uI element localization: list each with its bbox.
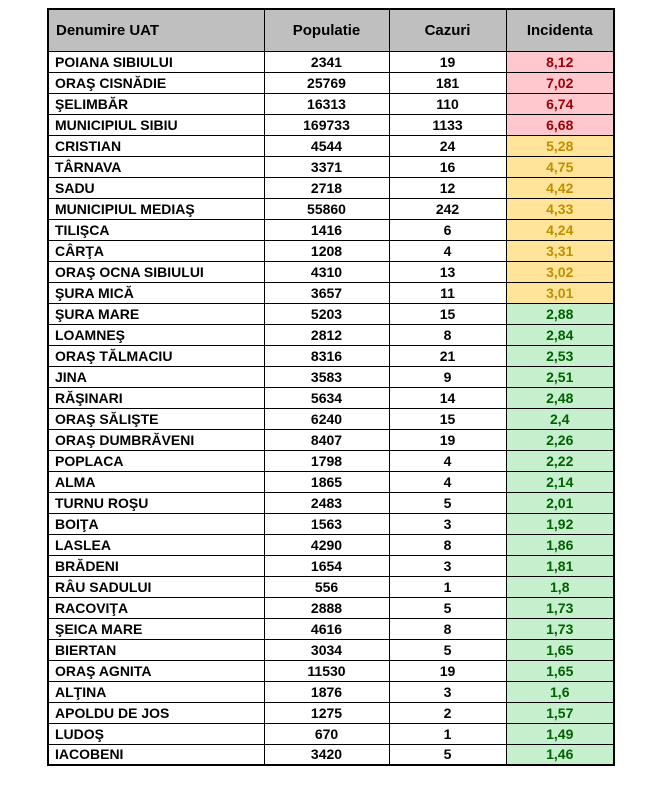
incidence-cell: 2,53	[506, 345, 614, 366]
incidence-sheet	[47, 8, 615, 766]
incidence-cell: 1,73	[506, 618, 614, 639]
cases-cell: 1	[389, 723, 506, 744]
uat-name-cell: MUNICIPIUL MEDIAŞ	[48, 198, 264, 219]
incidence-cell: 2,4	[506, 408, 614, 429]
uat-name-cell: CRISTIAN	[48, 135, 264, 156]
uat-name-cell: BRĂDENI	[48, 555, 264, 576]
cases-cell: 15	[389, 303, 506, 324]
table-row	[48, 366, 614, 387]
population-cell: 2888	[264, 597, 389, 618]
incidence-cell: 1,92	[506, 513, 614, 534]
uat-name-cell: RACOVIŢA	[48, 597, 264, 618]
cases-cell: 15	[389, 408, 506, 429]
population-cell: 2483	[264, 492, 389, 513]
incidence-cell: 2,48	[506, 387, 614, 408]
uat-name-cell: POPLACA	[48, 450, 264, 471]
cases-cell: 4	[389, 471, 506, 492]
uat-name-cell: TILIŞCA	[48, 219, 264, 240]
population-cell: 55860	[264, 198, 389, 219]
incidence-cell: 2,01	[506, 492, 614, 513]
population-cell: 11530	[264, 660, 389, 681]
incidence-cell: 2,22	[506, 450, 614, 471]
table-row	[48, 219, 614, 240]
column-header-populatie: Populatie	[264, 9, 389, 51]
uat-name-cell: ŞELIMBĂR	[48, 93, 264, 114]
table-row	[48, 429, 614, 450]
incidence-cell: 1,6	[506, 681, 614, 702]
cases-cell: 110	[389, 93, 506, 114]
incidence-table	[47, 8, 615, 766]
cases-cell: 5	[389, 639, 506, 660]
cases-cell: 5	[389, 744, 506, 765]
population-cell: 670	[264, 723, 389, 744]
population-cell: 8316	[264, 345, 389, 366]
uat-name-cell: ŞEICA MARE	[48, 618, 264, 639]
table-header	[48, 9, 614, 51]
cases-cell: 242	[389, 198, 506, 219]
uat-name-cell: LASLEA	[48, 534, 264, 555]
cases-cell: 3	[389, 513, 506, 534]
population-cell: 5634	[264, 387, 389, 408]
incidence-cell: 1,81	[506, 555, 614, 576]
table-row	[48, 408, 614, 429]
uat-name-cell: BOIŢA	[48, 513, 264, 534]
table-row	[48, 597, 614, 618]
uat-name-cell: ALMA	[48, 471, 264, 492]
cases-cell: 13	[389, 261, 506, 282]
table-row	[48, 345, 614, 366]
population-cell: 25769	[264, 72, 389, 93]
incidence-cell: 1,57	[506, 702, 614, 723]
column-header-cazuri: Cazuri	[389, 9, 506, 51]
cases-cell: 1133	[389, 114, 506, 135]
incidence-cell: 1,86	[506, 534, 614, 555]
table-row	[48, 702, 614, 723]
uat-name-cell: ORAŞ SĂLIŞTE	[48, 408, 264, 429]
cases-cell: 4	[389, 240, 506, 261]
table-row	[48, 51, 614, 72]
population-cell: 6240	[264, 408, 389, 429]
population-cell: 169733	[264, 114, 389, 135]
incidence-cell: 2,26	[506, 429, 614, 450]
population-cell: 16313	[264, 93, 389, 114]
incidence-cell: 3,01	[506, 282, 614, 303]
table-row	[48, 261, 614, 282]
table-row	[48, 93, 614, 114]
cases-cell: 8	[389, 618, 506, 639]
table-row	[48, 135, 614, 156]
population-cell: 2341	[264, 51, 389, 72]
table-row	[48, 555, 614, 576]
population-cell: 1798	[264, 450, 389, 471]
cases-cell: 181	[389, 72, 506, 93]
population-cell: 3583	[264, 366, 389, 387]
population-cell: 1275	[264, 702, 389, 723]
uat-name-cell: RĂŞINARI	[48, 387, 264, 408]
cases-cell: 3	[389, 681, 506, 702]
incidence-cell: 4,24	[506, 219, 614, 240]
incidence-cell: 8,12	[506, 51, 614, 72]
cases-cell: 5	[389, 597, 506, 618]
population-cell: 2812	[264, 324, 389, 345]
incidence-cell: 6,74	[506, 93, 614, 114]
incidence-cell: 2,84	[506, 324, 614, 345]
uat-name-cell: JINA	[48, 366, 264, 387]
uat-name-cell: LOAMNEŞ	[48, 324, 264, 345]
table-row	[48, 513, 614, 534]
uat-name-cell: SADU	[48, 177, 264, 198]
incidence-cell: 4,42	[506, 177, 614, 198]
uat-name-cell: ŞURA MICĂ	[48, 282, 264, 303]
incidence-cell: 1,73	[506, 597, 614, 618]
uat-name-cell: ORAŞ TĂLMACIU	[48, 345, 264, 366]
table-row	[48, 324, 614, 345]
population-cell: 3657	[264, 282, 389, 303]
table-row	[48, 723, 614, 744]
uat-name-cell: RÂU SADULUI	[48, 576, 264, 597]
table-row	[48, 576, 614, 597]
population-cell: 1865	[264, 471, 389, 492]
population-cell: 1563	[264, 513, 389, 534]
uat-name-cell: ŞURA MARE	[48, 303, 264, 324]
uat-name-cell: ORAŞ CISNĂDIE	[48, 72, 264, 93]
table-row	[48, 681, 614, 702]
incidence-cell: 4,33	[506, 198, 614, 219]
uat-name-cell: CÂRŢA	[48, 240, 264, 261]
uat-name-cell: TURNU ROŞU	[48, 492, 264, 513]
cases-cell: 5	[389, 492, 506, 513]
incidence-cell: 1,8	[506, 576, 614, 597]
table-row	[48, 618, 614, 639]
cases-cell: 3	[389, 555, 506, 576]
table-row	[48, 492, 614, 513]
cases-cell: 12	[389, 177, 506, 198]
table-row	[48, 744, 614, 765]
population-cell: 3034	[264, 639, 389, 660]
table-row	[48, 639, 614, 660]
header-row	[48, 9, 614, 51]
table-row	[48, 282, 614, 303]
cases-cell: 14	[389, 387, 506, 408]
incidence-cell: 1,46	[506, 744, 614, 765]
population-cell: 4544	[264, 135, 389, 156]
uat-name-cell: POIANA SIBIULUI	[48, 51, 264, 72]
uat-name-cell: LUDOŞ	[48, 723, 264, 744]
table-row	[48, 198, 614, 219]
uat-name-cell: IACOBENI	[48, 744, 264, 765]
cases-cell: 2	[389, 702, 506, 723]
table-row	[48, 156, 614, 177]
uat-name-cell: ALŢINA	[48, 681, 264, 702]
table-row	[48, 72, 614, 93]
table-row	[48, 240, 614, 261]
cases-cell: 16	[389, 156, 506, 177]
uat-name-cell: BIERTAN	[48, 639, 264, 660]
population-cell: 1654	[264, 555, 389, 576]
table-row	[48, 534, 614, 555]
population-cell: 1876	[264, 681, 389, 702]
incidence-cell: 4,75	[506, 156, 614, 177]
cases-cell: 11	[389, 282, 506, 303]
table-row	[48, 660, 614, 681]
incidence-cell: 6,68	[506, 114, 614, 135]
population-cell: 1416	[264, 219, 389, 240]
uat-name-cell: ORAŞ DUMBRĂVENI	[48, 429, 264, 450]
population-cell: 556	[264, 576, 389, 597]
table-row	[48, 387, 614, 408]
cases-cell: 8	[389, 324, 506, 345]
cases-cell: 24	[389, 135, 506, 156]
uat-name-cell: MUNICIPIUL SIBIU	[48, 114, 264, 135]
population-cell: 4616	[264, 618, 389, 639]
table-row	[48, 114, 614, 135]
population-cell: 4290	[264, 534, 389, 555]
uat-name-cell: ORAŞ OCNA SIBIULUI	[48, 261, 264, 282]
cases-cell: 19	[389, 429, 506, 450]
incidence-cell: 3,31	[506, 240, 614, 261]
cases-cell: 19	[389, 51, 506, 72]
uat-name-cell: TÂRNAVA	[48, 156, 264, 177]
cases-cell: 21	[389, 345, 506, 366]
incidence-cell: 7,02	[506, 72, 614, 93]
population-cell: 5203	[264, 303, 389, 324]
incidence-cell: 2,14	[506, 471, 614, 492]
incidence-cell: 5,28	[506, 135, 614, 156]
uat-name-cell: APOLDU DE JOS	[48, 702, 264, 723]
cases-cell: 6	[389, 219, 506, 240]
column-header-denumire-uat: Denumire UAT	[48, 9, 264, 51]
incidence-cell: 3,02	[506, 261, 614, 282]
incidence-cell: 1,65	[506, 660, 614, 681]
incidence-cell: 1,65	[506, 639, 614, 660]
cases-cell: 8	[389, 534, 506, 555]
table-row	[48, 303, 614, 324]
population-cell: 8407	[264, 429, 389, 450]
population-cell: 3420	[264, 744, 389, 765]
column-header-incidenta: Incidenta	[506, 9, 614, 51]
population-cell: 1208	[264, 240, 389, 261]
incidence-cell: 1,49	[506, 723, 614, 744]
cases-cell: 19	[389, 660, 506, 681]
population-cell: 3371	[264, 156, 389, 177]
population-cell: 4310	[264, 261, 389, 282]
incidence-cell: 2,88	[506, 303, 614, 324]
uat-name-cell: ORAŞ AGNITA	[48, 660, 264, 681]
population-cell: 2718	[264, 177, 389, 198]
table-row	[48, 450, 614, 471]
table-body	[48, 51, 614, 765]
table-row	[48, 177, 614, 198]
cases-cell: 9	[389, 366, 506, 387]
cases-cell: 1	[389, 576, 506, 597]
table-row	[48, 471, 614, 492]
incidence-cell: 2,51	[506, 366, 614, 387]
cases-cell: 4	[389, 450, 506, 471]
